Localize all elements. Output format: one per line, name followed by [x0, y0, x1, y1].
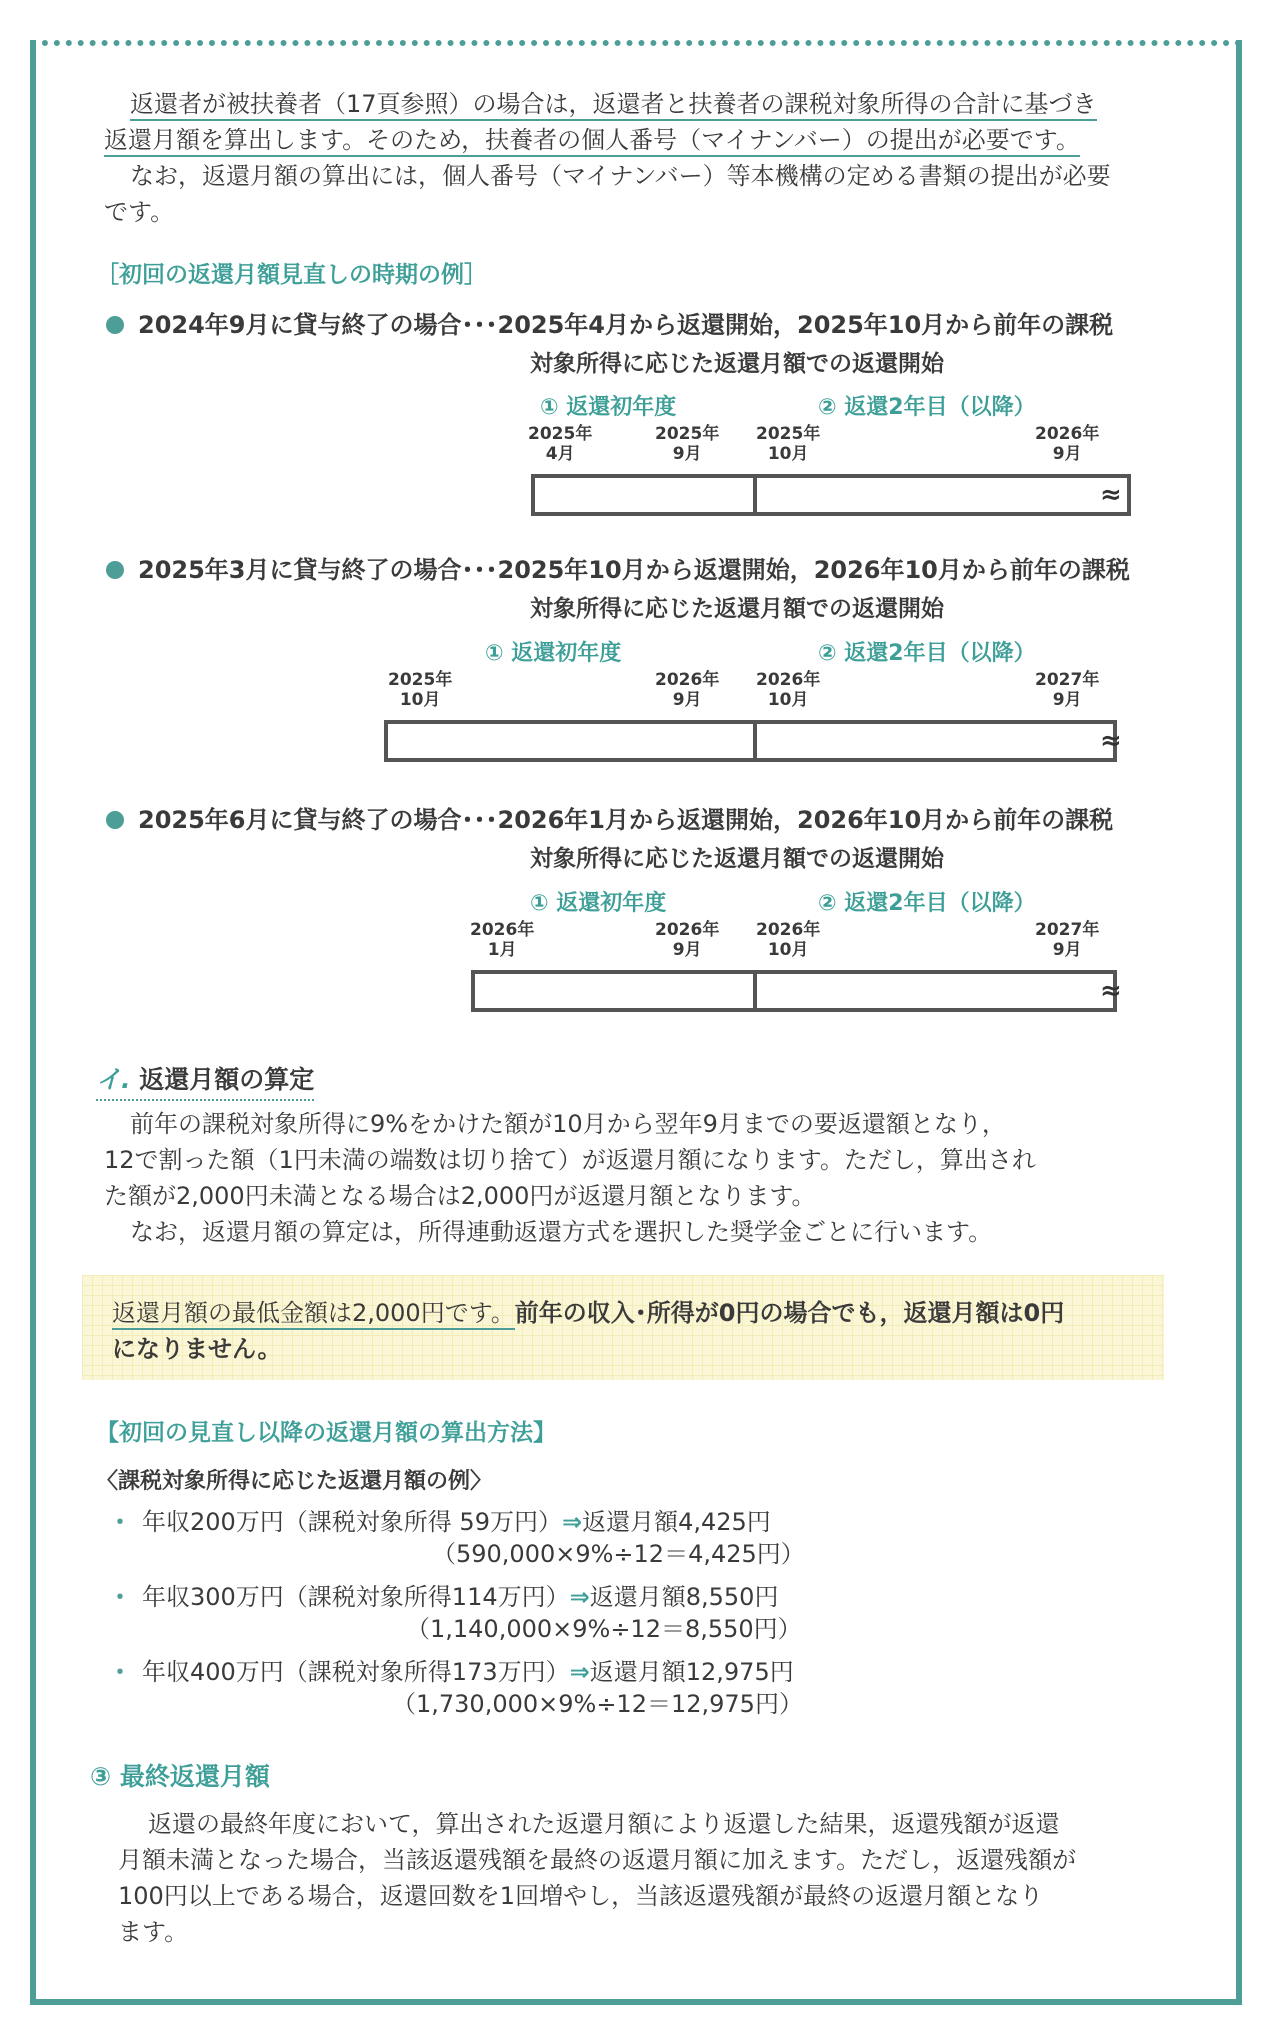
bullet-dot-icon — [106, 811, 124, 829]
case-3-label-second-year: ② 返還2年目（以降） — [818, 891, 1036, 916]
arrow-icon: ⇒ — [569, 1658, 590, 1686]
case-2-date-start-second: 2026年 10月 — [756, 670, 821, 710]
case-3-timeline-bar — [471, 970, 1117, 1012]
case-3-date-end-second: 2027年 9月 — [1035, 920, 1100, 960]
first-review-heading: ［初回の返還月額見直しの時期の例］ — [96, 262, 487, 288]
case-2-date-start: 2025年 10月 — [388, 670, 453, 710]
bullet-dot-icon: ・ — [108, 1508, 132, 1536]
case-3-date-start-second: 2026年 10月 — [756, 920, 821, 960]
case-3-label-first-year: ① 返還初年度 — [530, 891, 667, 916]
case-2-continuation-icon: ≈ — [1100, 726, 1122, 756]
calc-method-heading: 【初回の見直し以降の返還月額の算出方法】 — [96, 1420, 556, 1446]
intro-line-4: です。 — [104, 198, 175, 226]
bullet-dot-icon: ・ — [108, 1658, 132, 1686]
bullet-dot-icon — [106, 316, 124, 334]
case-2-label-second-year: ② 返還2年目（以降） — [818, 641, 1036, 666]
final-line-2: 月額未満となった場合，当該返還残額を最終の返還月額に加えます。ただし，返還残額が — [118, 1846, 1077, 1874]
case-2-date-end-first: 2026年 9月 — [655, 670, 720, 710]
case-1-date-end-first: 2025年 9月 — [655, 424, 720, 464]
timeline-divider — [753, 474, 757, 516]
case-1-date-start-second: 2025年 10月 — [756, 424, 821, 464]
case-2-label-first-year: ① 返還初年度 — [485, 641, 622, 666]
section-i-heading: イ. 返還月額の算定 — [96, 1060, 314, 1101]
example-1: ・ 年収200万円（課税対象所得 59万円）⇒返還月額4,425円 — [108, 1508, 771, 1536]
case-1-date-start: 2025年 4月 — [528, 424, 593, 464]
note-line-2: になりません。 — [112, 1335, 282, 1363]
case-2-timeline-bar — [384, 720, 1117, 762]
example-heading: 〈課税対象所得に応じた返還月額の例〉 — [96, 1469, 493, 1494]
case-3-subtitle: 対象所得に応じた返還月額での返還開始 — [530, 846, 944, 872]
case-1-title: 2024年9月に貸与終了の場合･･･2025年4月から返還開始，2025年10月から前年の課税 — [106, 305, 1113, 340]
timeline-divider — [753, 720, 757, 762]
intro-line-2: 返還月額を算出します。そのため，扶養者の個人番号（マイナンバー）の提出が必要です。 — [104, 122, 1080, 158]
case-2-date-end-second: 2027年 9月 — [1035, 670, 1100, 710]
case-1-continuation-icon: ≈ — [1100, 480, 1122, 510]
case-3-continuation-icon: ≈ — [1100, 976, 1122, 1006]
arrow-icon: ⇒ — [561, 1508, 583, 1536]
example-3-formula: （1,730,000×9%÷12＝12,975円） — [392, 1690, 803, 1718]
intro-line-1: 返還者が被扶養者（17頁参照）の場合は，返還者と扶養者の課税対象所得の合計に基づき — [130, 86, 1097, 122]
arrow-icon: ⇒ — [569, 1583, 590, 1611]
example-3: ・ 年収400万円（課税対象所得173万円）⇒返還月額12,975円 — [108, 1658, 794, 1686]
case-1-label-first-year: ① 返還初年度 — [540, 395, 677, 420]
case-1-label-second-year: ② 返還2年目（以降） — [818, 395, 1036, 420]
case-1-timeline-bar — [531, 474, 1131, 516]
timeline-divider — [753, 970, 757, 1012]
frame-dotted-top — [30, 40, 1242, 46]
note-line-1: 返還月額の最低金額は2,000円です。前年の収入･所得が0円の場合でも，返還月額は0円 — [112, 1295, 1064, 1331]
intro-line-3: なお，返還月額の算出には，個人番号（マイナンバー）等本機構の定める書類の提出が必要 — [130, 162, 1111, 190]
case-2-subtitle: 対象所得に応じた返還月額での返還開始 — [530, 596, 944, 622]
bullet-dot-icon — [106, 561, 124, 579]
final-line-1: 返還の最終年度において，算出された返還月額により返還した結果，返還残額が返還 — [148, 1810, 1060, 1838]
final-line-4: ます。 — [118, 1918, 189, 1946]
section-i-line-1: 前年の課税対象所得に9%をかけた額が10月から翌年9月までの要返還額となり， — [130, 1110, 1006, 1138]
case-2-title: 2025年3月に貸与終了の場合･･･2025年10月から返還開始，2026年10月から前年の課税 — [106, 550, 1130, 585]
case-3-date-start: 2026年 1月 — [470, 920, 535, 960]
section-i-line-3: た額が2,000円未満となる場合は2,000円が返還月額となります。 — [104, 1182, 816, 1210]
final-amount-heading: ③ 最終返還月額 — [90, 1762, 270, 1791]
case-3-title: 2025年6月に貸与終了の場合･･･2026年1月から返還開始，2026年10月から前年の課税 — [106, 800, 1113, 835]
example-2: ・ 年収300万円（課税対象所得114万円）⇒返還月額8,550円 — [108, 1583, 779, 1611]
example-2-formula: （1,140,000×9%÷12＝8,550円） — [406, 1615, 802, 1643]
case-1-date-end-second: 2026年 9月 — [1035, 424, 1100, 464]
final-line-3: 100円以上である場合，返還回数を1回増やし，当該返還残額が最終の返還月額となり — [118, 1882, 1044, 1910]
section-i-line-4: なお，返還月額の算定は，所得連動返還方式を選択した奨学金ごとに行います。 — [130, 1218, 993, 1246]
example-1-formula: （590,000×9%÷12＝4,425円） — [432, 1540, 805, 1568]
case-3-date-end-first: 2026年 9月 — [655, 920, 720, 960]
section-i-line-2: 12で割った額（1円未満の端数は切り捨て）が返還月額になります。ただし，算出され — [104, 1146, 1036, 1174]
bullet-dot-icon: ・ — [108, 1583, 132, 1611]
case-1-subtitle: 対象所得に応じた返還月額での返還開始 — [530, 351, 944, 377]
